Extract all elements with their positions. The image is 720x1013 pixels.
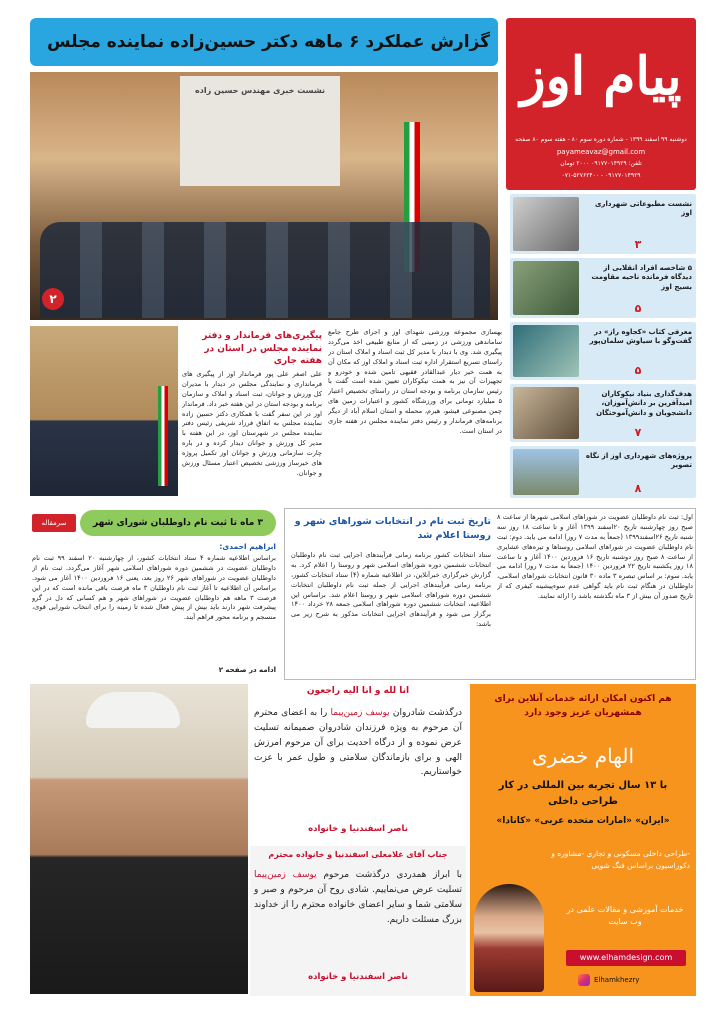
sidebar-item-3[interactable] [510,322,696,380]
website-link[interactable]: www.elhamdesign.com [566,950,686,966]
governor-body-2: بهسازی مجموعه ورزشی شهدای اوز و اجرای طرح جامع ساماندهی ورزشی در زمینی که از منابع طبیعی اخذ می‌گردد پیگیری شد. وی با دیدار با مدیر کل ثبت اسناد و املاک استان در راستای تسریع استقرار اداره ثبت اسناد و املاک اوز که مکان آن به همت خیر دیار عبدالقادر فقیهی تامین شده و خودرو و تجهیزات آن نیز به همت نیکوکاران تعیین شده است گفت با رئیس سازمان برنامه و بودجه استان در راستای تخصیص اعتبار ۵ میلیارد تومانی برای ورزشگاه کشور و اعتبارات زمین های چمن مصنوعی قیشو، هیرم، محمله و استان اسلام آباد از دیگر برنامه‌های فرماندار و رئیس دفتر نماینده مجلس در هفته جاری در استان است. [328,328,502,435]
condolence-body-1 [254,706,462,780]
headline-bar [30,18,498,66]
condolence-body-1-a: درگذشت شادروان [392,708,462,718]
instagram-icon [578,974,590,986]
editorial-tag: سرمقاله [32,514,76,532]
ad-services: -طراحی داخلی مسکونی و تجاری -مشاوره و دکوراسیون براساس فنگ شویی [551,849,690,870]
sidebar-page-5: ۸ [634,482,642,495]
headline-title: گزارش عملکرد ۶ ماهه دکتر حسین‌زاده نماینده مجلس [47,32,490,52]
ad-name: الهام خضری [531,744,635,768]
governor-photo [30,326,178,496]
governor-body: علی اصغر علی پور فرماندار اوز از پیگیری های فرمانداری و نمایندگی مجلس در دیدار با مدیران کل ورزش و جوانان، ثبت اسناد و املاک و سازمان برنامه و بودجه استان در این هفته خبر داد. فرماندار اوز در این سفر گفت با همکاری دکتر حسین زاده نماینده مجلس به اتفاق فرزاد شریفی رئیس دفتر نماینده مجلس در شهرستان اوز، در این هفته با مدیر کل ورزش و جوانان دیدار کرده و در باره چارت سازمانی ورزش و جوانان اوز تکمیل پروژه های خیرساز ورزشی تخصیص اعتبار مسئال ورزش و جوانان. [182,370,322,477]
sidebar-title-1: نشست مطبوعاتی شهرداری اوز [595,200,692,218]
sidebar-title-2: ۵ شاخصه افراد انقلابی از دیدگاه فرمانده ناحیه مقاومت بسیج اوز [591,264,692,291]
design-ad [470,684,696,996]
deadline-title-pill [80,510,276,536]
sidebar-thumb-5 [513,449,579,495]
sidebar-item-1[interactable] [510,194,696,254]
deadline-author: ابراهیم احمدی: [219,542,276,551]
sidebar-item-5[interactable] [510,446,696,498]
sidebar-thumb-4 [513,387,579,439]
deadline-article [30,508,280,680]
council-body-2: اول: ثبت نام داوطلبان عضویت در شوراهای اسلامی شهرها از ساعت ۸ صبح روز چهارشنبه تاریخ ۲۰اسفند ۱۳۹۹ آغاز و تا ساعت ۱۸ روز سه شنبه تاریخ ۲۶اسفند۱۳۹۹ (جمعاً به مدت ۷ روز) ادامه می یابد. دوم: ثبت نام داوطلبان عضویت در شوراهای اسلامی روستاها و تیره‌های عشایری از ساعت ۸ صبح روز دوشنبه تاریخ ۱۶ فروردین ۱۴۰۰ آغاز و تا ساعت ۱۸ روز یکشنبه تاریخ ۲۲ فروردین ۱۴۰۰ (جمعاً به مدت ۷ روز) ادامه می یابد. سوم: بر اساس تبصره ۳ ماده ۳۰ قانون انتخابات شوراهای اسلامی، داوطلبان در هنگام ثبت نام باید گواهی عدم سوءپیشینه کیفری که از تاریخ صدور آن بیش از ۳ ماه نگذشته باشد را ارائه نمایند. [497,513,693,601]
ad-portrait [474,884,544,992]
white-cap [86,692,180,728]
deceased-name-1: یوسف زمین‌پیما [330,708,390,718]
sidebar-page-4: ۷ [634,426,642,439]
sidebar-title-5: پروژه‌های شهرداری اوز از نگاه تصویر [585,452,692,470]
masthead-date: دوشنبه ۹۹ اسفند ۱۳۹۹ - شماره دوره سوم ۸۰ - هفته سوم ۸۰ صفحه [515,136,687,143]
photo-screen [180,76,340,186]
sidebar-page-1: ۳ [634,238,642,251]
page-badge: ۲ [42,288,64,310]
governor-article [182,326,504,496]
masthead-phone: ۰۷۱-۵۲۷۶۲۴۰۰ - ۰۹۱۷۷۰۱۴۹۲۹ [561,172,641,179]
ad-intro: هم اکنون امکان ارائه خدمات آنلاین برای همشهریان عزیز وجود دارد [494,694,672,719]
sidebar-thumb-1 [513,197,579,251]
deceased-name-2: یوسف زمین‌پیما [254,870,317,880]
people-row [40,222,490,318]
sidebar-page-2: ۵ [634,302,642,315]
condolence-signer-2: ناصر اسفندنیا و خانواده [308,972,408,982]
main-photo [30,72,498,320]
sidebar-page-3: ۵ [634,364,642,377]
council-body: ستاد انتخابات کشور برنامه زمانی فرآیندهای اجرایی ثبت نام داوطلبان انتخابات ششمین دوره شوراهای اسلامی شهر و روستا را اعلام کرد. به گزارش خبرگزاری خبرآنلاین، در اطلاعیه شماره (۴) ستاد انتخابات کشور، برنامه زمانی فرآیندهای اجرایی از جمله ثبت نام داوطلبان انتخابات ششمین دوره شوراهای اسلامی شهر و روستا اعلام شد. براساس این اطلاعیه، انتخابات ششمین دوره شوراهای اسلامی جمعه ۲۸ خرداد ۱۴۰۰ برگزار می شود و فرآیندهای اجرایی انتخابات مذکور به شرح زیر می باشد: [291,551,491,629]
masthead [506,18,696,190]
council-title: تاریخ ثبت نام در انتخابات شوراهای شهر و روستا اعلام شد [294,516,491,541]
condolence-body-1-b: را به اعضای محترم آن مرحوم به ویژه فرزندان شادروان صمیمانه تسلیت عرض نموده و از درگاه احدیت برای آن مرحوم امرزش الهی و برای بازماندگان سلامتی و طول عمر با عزت خواستاریم. [254,708,462,778]
sidebar-item-4[interactable] [510,384,696,442]
council-article [284,508,696,680]
condolence-body-2 [254,868,462,927]
condolence-verse: انا لله و انا الیه راجعون [306,686,410,696]
flag-icon-small [158,386,168,486]
sidebar-title-3: معرفی کتاب «کجاوه راز» در گفت‌وگو با سیاوش سلمان‌پور [589,328,692,346]
sidebar-item-2[interactable] [510,258,696,318]
condolence-body-2-b: تسلیت عرض می‌نماییم. شادی روح آن مرحوم و صبر و سلامتی شما و سایر اعضای خانواده محترم را از خداوند بزرگ مسئلت داریم. [254,884,462,925]
ad-instagram[interactable]: Elhamkhezry [594,976,640,984]
sidebar-thumb-2 [513,261,579,315]
deadline-continue[interactable]: ادامه در صفحه ۲ [218,666,276,674]
condolence-heading-2: جناب آقای غلامعلی اسفندنیا و خانواده محترم [268,850,448,859]
condolence-signer-1: ناصر اسفندنیا و خانواده [308,824,408,834]
deceased-photo [30,684,248,994]
deadline-title: ۳ ماه تا ثبت نام داوطلبان شورای شهر [93,518,263,528]
ad-experience: با ۱۳ سال تجربه بین المللی در کار طراحی داخلی [498,780,668,807]
ad-countries: «ایران» «امارات متحده عربی» «کانادا» [496,816,670,826]
condolence-body-2-a: با ابراز همدردی درگذشت مرحوم [323,870,462,880]
deadline-body: براساس اطلاعیه شماره ۴ ستاد انتخابات کشور، از چهارشنبه ۲۰ اسفند ۹۹ ثبت نام داوطلبان عضویت در ششمین دوره شوراهای اسلامی شهر آغاز می‌گردد. ثبت نام از داوطلبان عضویت در شوراهای شهر ۲۶ روز بعد، یعنی ۱۶ فروردین ۱۴۰۰ آغاز می شود. براساس آن اطلاعیه تا آغاز ثبت نام داوطلبان ۳ ماه فرصت باقی مانده است که در این فرصت ۳ ماهه هم داوطلبان عضویت در شوراهای شهر و هم کسانی که دل در گرو پیشرفت شهر دارند باید بیش از پیش فعال شده تا زمینه را برای انتخاب شورایی قوی، منسجم و برنامه محور فراهم آیند. [32,554,276,622]
masthead-price: تلفن: ۰۹۱۷۷۰۱۴۹۲۹ ۲۰۰۰ تومان [560,160,642,167]
ad-edu: خدمات آموزشی و مقالات علمی در وب سایت [566,905,684,926]
masthead-email: payameavaz@gmail.com [556,148,646,156]
photo-screen-banner: نشست خبری مهندس حسین زاده [195,86,325,95]
condolence-box-2 [250,846,466,996]
condolence-box-1 [250,684,466,844]
governor-title: پیگیری‌های فرماندار و دفتر نماینده مجلس در استان در هفته جاری [202,331,322,367]
sidebar-title-4: هدف‌گذاری بنیاد نیکوکاران امیدآفرین بر دانش‌آموزان، دانشجویان و دانش‌آموختگان [596,390,692,417]
sidebar-thumb-3 [513,325,579,377]
masthead-logo: پیام اوز [520,46,682,107]
